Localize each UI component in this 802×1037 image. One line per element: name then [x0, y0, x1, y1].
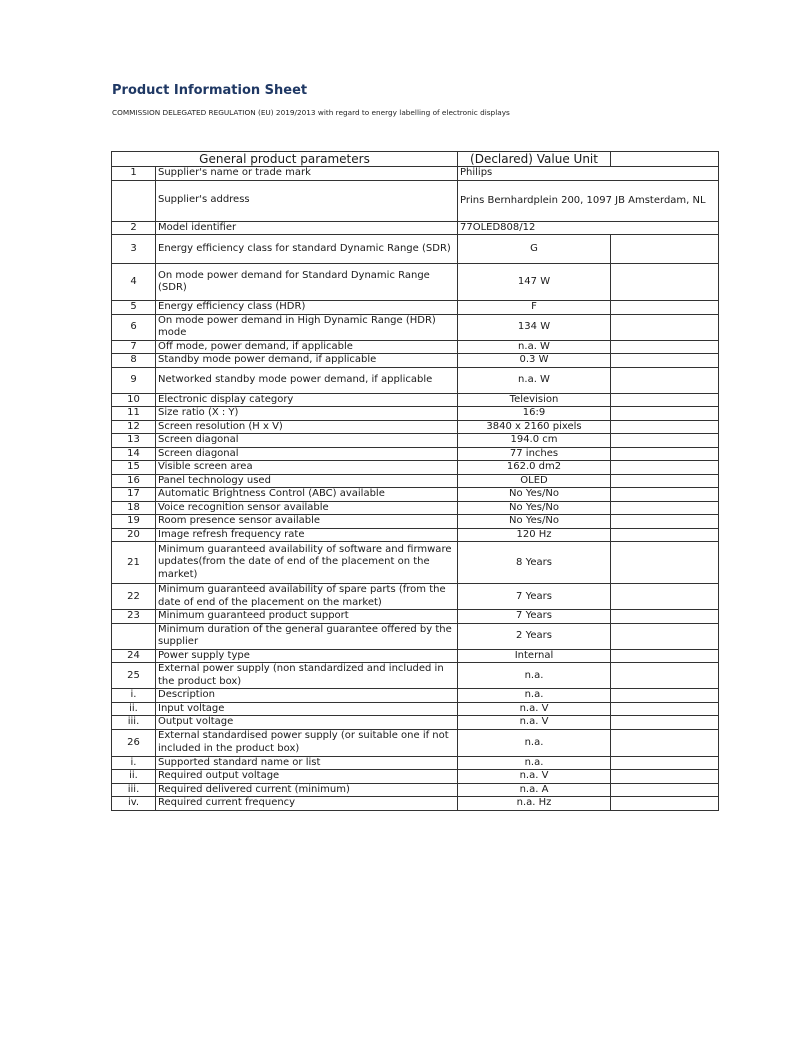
parameter-label: On mode power demand for Standard Dynamic Range (SDR): [156, 264, 458, 301]
table-row: [112, 367, 719, 393]
declared-value: n.a.: [458, 663, 611, 689]
unit-cell: [611, 783, 719, 797]
unit-cell: [611, 461, 719, 475]
declared-value: n.a.: [458, 756, 611, 770]
parameter-label: Minimum guaranteed availability of software and firmware updates(from the date of end of the placement on the market): [156, 542, 458, 584]
parameter-label: Standby mode power demand, if applicable: [156, 354, 458, 368]
table-row: [112, 393, 719, 407]
table-row: [112, 221, 719, 235]
unit-cell: [611, 314, 719, 340]
declared-value: n.a. V: [458, 702, 611, 716]
header-parameters: General product parameters: [112, 152, 458, 167]
declared-value: 120 Hz: [458, 528, 611, 542]
unit-cell: [611, 501, 719, 515]
table-row: [112, 474, 719, 488]
table-row: [112, 783, 719, 797]
unit-cell: [611, 488, 719, 502]
row-number: 20: [112, 528, 156, 542]
unit-cell: [611, 393, 719, 407]
row-number: 7: [112, 340, 156, 354]
parameter-label: Visible screen area: [156, 461, 458, 475]
row-number: iii.: [112, 716, 156, 730]
row-number: 1: [112, 167, 156, 181]
declared-value: No Yes/No: [458, 501, 611, 515]
row-number: 15: [112, 461, 156, 475]
row-number: 19: [112, 515, 156, 529]
unit-cell: [611, 528, 719, 542]
parameter-label: Supplier's name or trade mark: [156, 167, 458, 181]
declared-value: No Yes/No: [458, 488, 611, 502]
table-row: [112, 649, 719, 663]
declared-value: F: [458, 301, 611, 315]
table-row: [112, 461, 719, 475]
parameter-label: Minimum duration of the general guarantee offered by the supplier: [156, 623, 458, 649]
row-number: 10: [112, 393, 156, 407]
table-row: [112, 235, 719, 264]
declared-value: Philips: [458, 167, 719, 181]
unit-cell: [611, 663, 719, 689]
table-row: [112, 434, 719, 448]
parameter-label: Voice recognition sensor available: [156, 501, 458, 515]
parameter-label: Off mode, power demand, if applicable: [156, 340, 458, 354]
table-row: [112, 407, 719, 421]
parameter-label: Networked standby mode power demand, if applicable: [156, 367, 458, 393]
parameter-label: External standardised power supply (or suitable one if not included in the product box): [156, 729, 458, 756]
declared-value: 134 W: [458, 314, 611, 340]
row-number: 9: [112, 367, 156, 393]
declared-value: n.a. A: [458, 783, 611, 797]
parameter-label: Screen resolution (H x V): [156, 420, 458, 434]
unit-cell: [611, 301, 719, 315]
declared-value: Television: [458, 393, 611, 407]
row-number: 2: [112, 221, 156, 235]
table-row: [112, 716, 719, 730]
parameter-label: Panel technology used: [156, 474, 458, 488]
declared-value: 147 W: [458, 264, 611, 301]
row-number: 3: [112, 235, 156, 264]
declared-value: 3840 x 2160 pixels: [458, 420, 611, 434]
declared-value: G: [458, 235, 611, 264]
declared-value: 8 Years: [458, 542, 611, 584]
table-row: [112, 584, 719, 610]
table-row: [112, 528, 719, 542]
parameter-label: Automatic Brightness Control (ABC) available: [156, 488, 458, 502]
table-row: [112, 488, 719, 502]
regulation-subtitle: COMMISSION DELEGATED REGULATION (EU) 2019/2013 with regard to energy labelling of electronic displays: [112, 108, 510, 117]
table-row: [112, 420, 719, 434]
parameter-label: Output voltage: [156, 716, 458, 730]
unit-cell: [611, 340, 719, 354]
parameter-label: Required delivered current (minimum): [156, 783, 458, 797]
unit-cell: [611, 474, 719, 488]
row-number: 21: [112, 542, 156, 584]
unit-cell: [611, 367, 719, 393]
unit-cell: [611, 797, 719, 811]
parameter-label: Screen diagonal: [156, 434, 458, 448]
row-number: i.: [112, 689, 156, 703]
table-row: [112, 663, 719, 689]
declared-value: 77 inches: [458, 447, 611, 461]
declared-value: 77OLED808/12: [458, 221, 719, 235]
declared-value: n.a. V: [458, 716, 611, 730]
table-row: [112, 729, 719, 756]
table-header-row: [112, 152, 719, 167]
table-row: [112, 542, 719, 584]
unit-cell: [611, 756, 719, 770]
declared-value: Internal: [458, 649, 611, 663]
table-row: [112, 501, 719, 515]
parameter-label: Input voltage: [156, 702, 458, 716]
unit-cell: [611, 623, 719, 649]
table-row: [112, 756, 719, 770]
declared-value: No Yes/No: [458, 515, 611, 529]
unit-cell: [611, 264, 719, 301]
table-row: [112, 301, 719, 315]
parameter-label: Required current frequency: [156, 797, 458, 811]
declared-value: n.a. W: [458, 367, 611, 393]
row-number: 25: [112, 663, 156, 689]
row-number: 8: [112, 354, 156, 368]
row-number: 12: [112, 420, 156, 434]
row-number: 13: [112, 434, 156, 448]
row-number: 26: [112, 729, 156, 756]
table-row: [112, 167, 719, 181]
row-number: 11: [112, 407, 156, 421]
table-row: [112, 340, 719, 354]
table-row: [112, 180, 719, 221]
unit-cell: [611, 716, 719, 730]
table-row: [112, 314, 719, 340]
unit-cell: [611, 584, 719, 610]
row-number: 5: [112, 301, 156, 315]
table-row: [112, 264, 719, 301]
table-row: [112, 797, 719, 811]
row-number: [112, 623, 156, 649]
parameter-label: External power supply (non standardized and included in the product box): [156, 663, 458, 689]
row-number: 4: [112, 264, 156, 301]
parameter-label: Energy efficiency class for standard Dynamic Range (SDR): [156, 235, 458, 264]
row-number: 22: [112, 584, 156, 610]
parameter-label: Required output voltage: [156, 770, 458, 784]
unit-cell: [611, 542, 719, 584]
parameter-label: Model identifier: [156, 221, 458, 235]
parameter-label: Screen diagonal: [156, 447, 458, 461]
unit-cell: [611, 354, 719, 368]
declared-value: 162.0 dm2: [458, 461, 611, 475]
row-number: ii.: [112, 770, 156, 784]
declared-value: n.a.: [458, 729, 611, 756]
parameter-label: Image refresh frequency rate: [156, 528, 458, 542]
declared-value: 7 Years: [458, 584, 611, 610]
parameter-label: Supplier's address: [156, 180, 458, 221]
row-number: ii.: [112, 702, 156, 716]
table-row: [112, 770, 719, 784]
row-number: 16: [112, 474, 156, 488]
declared-value: 0.3 W: [458, 354, 611, 368]
declared-value: n.a. Hz: [458, 797, 611, 811]
declared-value: 2 Years: [458, 623, 611, 649]
page-title: Product Information Sheet: [112, 83, 308, 98]
table-row: [112, 447, 719, 461]
unit-cell: [611, 235, 719, 264]
parameter-label: Description: [156, 689, 458, 703]
row-number: 6: [112, 314, 156, 340]
parameter-label: Size ratio (X : Y): [156, 407, 458, 421]
declared-value: n.a. W: [458, 340, 611, 354]
header-empty: [611, 152, 719, 167]
unit-cell: [611, 610, 719, 624]
row-number: 23: [112, 610, 156, 624]
unit-cell: [611, 407, 719, 421]
declared-value: OLED: [458, 474, 611, 488]
header-value-unit: (Declared) Value Unit: [458, 152, 611, 167]
declared-value: 16:9: [458, 407, 611, 421]
product-info-table: [111, 151, 719, 811]
table-row: [112, 623, 719, 649]
parameter-label: On mode power demand in High Dynamic Range (HDR) mode: [156, 314, 458, 340]
table-row: [112, 515, 719, 529]
row-number: 24: [112, 649, 156, 663]
unit-cell: [611, 515, 719, 529]
declared-value: n.a.: [458, 689, 611, 703]
row-number: iv.: [112, 797, 156, 811]
parameter-label: Room presence sensor available: [156, 515, 458, 529]
declared-value: Prins Bernhardplein 200, 1097 JB Amsterdam, NL: [458, 180, 719, 221]
unit-cell: [611, 447, 719, 461]
parameter-label: Minimum guaranteed availability of spare parts (from the date of end of the placement on the market): [156, 584, 458, 610]
row-number: i.: [112, 756, 156, 770]
unit-cell: [611, 770, 719, 784]
parameter-label: Energy efficiency class (HDR): [156, 301, 458, 315]
parameter-label: Minimum guaranteed product support: [156, 610, 458, 624]
table-row: [112, 610, 719, 624]
row-number: iii.: [112, 783, 156, 797]
table-row: [112, 702, 719, 716]
row-number: [112, 180, 156, 221]
unit-cell: [611, 702, 719, 716]
row-number: 18: [112, 501, 156, 515]
unit-cell: [611, 689, 719, 703]
unit-cell: [611, 420, 719, 434]
table-row: [112, 689, 719, 703]
declared-value: n.a. V: [458, 770, 611, 784]
declared-value: 7 Years: [458, 610, 611, 624]
parameter-label: Electronic display category: [156, 393, 458, 407]
parameter-label: Power supply type: [156, 649, 458, 663]
declared-value: 194.0 cm: [458, 434, 611, 448]
unit-cell: [611, 649, 719, 663]
unit-cell: [611, 434, 719, 448]
table-row: [112, 354, 719, 368]
row-number: 14: [112, 447, 156, 461]
row-number: 17: [112, 488, 156, 502]
unit-cell: [611, 729, 719, 756]
parameter-label: Supported standard name or list: [156, 756, 458, 770]
